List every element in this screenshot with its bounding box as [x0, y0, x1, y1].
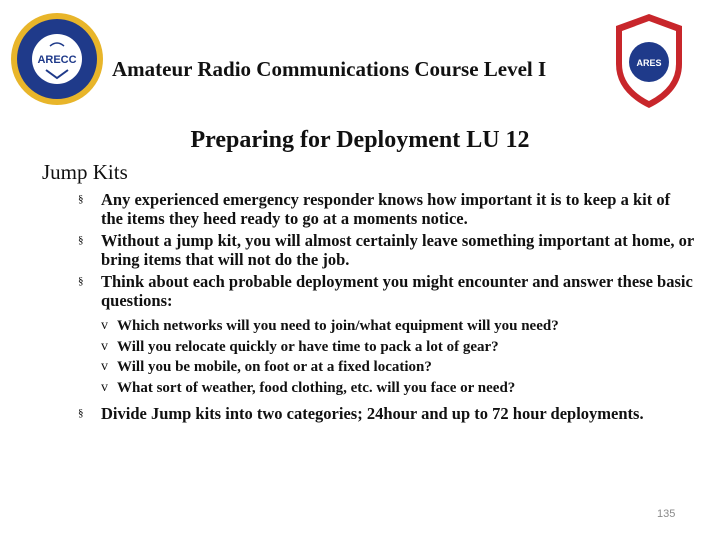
- subbullet-text: What sort of weather, food clothing, etc. will you face or need?: [117, 379, 516, 396]
- slide-number: 135: [657, 508, 676, 520]
- ares-logo-abbrev: ARES: [636, 58, 662, 68]
- subbullet-item: [101, 316, 694, 337]
- bullet-text: Without a jump kit, you will almost certainly leave something important at home, or bring items that will not do the job.: [101, 231, 694, 269]
- subbullet-item: [101, 378, 694, 399]
- bullet-text: Divide Jump kits into two categories; 24hour and up to 72 hour deployments.: [101, 404, 644, 423]
- subbullet-text: Will you be mobile, on foot or at a fixed location?: [117, 359, 432, 375]
- bullet-item: [74, 231, 694, 269]
- bullet-marker-icon: §: [78, 234, 84, 246]
- bullet-item: [74, 404, 694, 423]
- bullet-marker-icon: §: [78, 407, 84, 419]
- bullet-item: [74, 272, 694, 398]
- diamond-bullet-icon: v: [101, 318, 108, 333]
- bullet-marker-icon: §: [78, 193, 84, 205]
- diamond-bullet-icon: v: [101, 379, 108, 395]
- arecc-logo-abbrev: ARECC: [37, 54, 77, 66]
- subbullet-text: Which networks will you need to join/what equipment will you need?: [117, 318, 559, 334]
- bullet-marker-icon: §: [78, 275, 84, 287]
- subbullet-item: [101, 357, 694, 378]
- subbullet-text: Will you relocate quickly or have time to pack a lot of gear?: [117, 338, 499, 355]
- course-title: Amateur Radio Communications Course Level I: [112, 57, 547, 81]
- bullet-list: [74, 190, 694, 426]
- bullet-text: Think about each probable deployment you might encounter and answer these basic questions:: [101, 272, 693, 310]
- bullet-item: [74, 190, 694, 228]
- subbullet-list: [101, 316, 694, 398]
- diamond-bullet-icon: v: [101, 359, 108, 374]
- ares-logo: [612, 12, 686, 110]
- diamond-bullet-icon: v: [101, 338, 108, 354]
- section-heading: Jump Kits: [42, 160, 128, 184]
- bullet-text: Any experienced emergency responder knows how important it is to keep a kit of the items they heed ready to go at a moments notice.: [101, 190, 671, 228]
- slide-title: Preparing for Deployment LU 12: [190, 127, 530, 153]
- subbullet-item: [101, 337, 694, 358]
- arecc-logo: [10, 12, 104, 106]
